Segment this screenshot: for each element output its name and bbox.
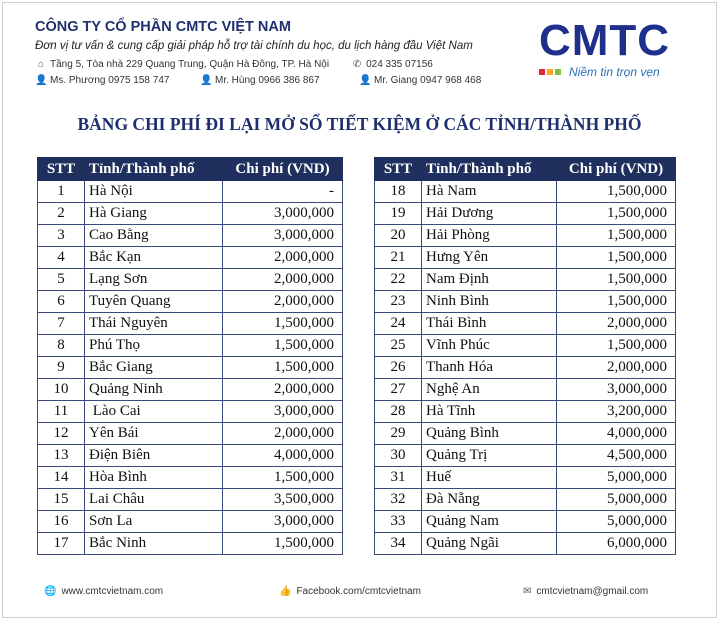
- fee-table-right-body: [375, 181, 676, 555]
- table-row: [38, 445, 343, 467]
- province-cell: Quảng Nam: [422, 511, 557, 533]
- province-cell: Lào Cai: [85, 401, 223, 423]
- province-cell: Đà Nẵng: [422, 489, 557, 511]
- phone-icon: ✆: [352, 59, 362, 70]
- logo-text: CMTC: [539, 16, 671, 65]
- address-text: Tầng 5, Tòa nhà 229 Quang Trung, Quận Hà Đông, TP. Hà Nội: [50, 59, 330, 70]
- person-icon: 👤: [359, 75, 372, 86]
- cost-cell: 1,500,000: [557, 181, 676, 203]
- table-row: [38, 291, 343, 313]
- province-cell: Hà Tĩnh: [422, 401, 557, 423]
- address-row: [35, 59, 433, 70]
- table-row: [375, 335, 676, 357]
- province-cell: Hà Nam: [422, 181, 557, 203]
- contact-2: Mr. Hùng 0966 386 867: [215, 75, 320, 86]
- table-row: [38, 401, 343, 423]
- table-row: [375, 313, 676, 335]
- fee-table-left-body: [38, 181, 343, 555]
- province-cell: Bắc Giang: [85, 357, 223, 379]
- cost-cell: 1,500,000: [557, 247, 676, 269]
- table-row: [38, 533, 343, 555]
- table-row: [38, 225, 343, 247]
- table-row: [38, 423, 343, 445]
- province-cell: Quảng Ninh: [85, 379, 223, 401]
- table-row: [375, 489, 676, 511]
- province-cell: Hải Phòng: [422, 225, 557, 247]
- cmtc-logo: [539, 16, 689, 82]
- cost-cell: -: [223, 181, 343, 203]
- cost-cell: 1,500,000: [223, 357, 343, 379]
- table-row: [375, 423, 676, 445]
- table-row: [38, 313, 343, 335]
- thumbs-up-icon: 👍: [279, 586, 292, 597]
- table-row: [38, 247, 343, 269]
- stt-cell: 11: [38, 401, 85, 423]
- cost-cell: 4,500,000: [557, 445, 676, 467]
- stt-cell: 33: [375, 511, 422, 533]
- province-cell: Hưng Yên: [422, 247, 557, 269]
- table-row: [38, 489, 343, 511]
- cost-cell: 2,000,000: [223, 423, 343, 445]
- cost-cell: 2,000,000: [557, 313, 676, 335]
- cost-cell: 4,000,000: [223, 445, 343, 467]
- stt-cell: 17: [38, 533, 85, 555]
- cost-cell: 3,000,000: [223, 203, 343, 225]
- province-cell: Huế: [422, 467, 557, 489]
- cost-cell: 5,000,000: [557, 511, 676, 533]
- stt-cell: 8: [38, 335, 85, 357]
- province-cell: Nghệ An: [422, 379, 557, 401]
- table-row: [375, 181, 676, 203]
- table-row: [38, 467, 343, 489]
- company-tagline: Đơn vị tư vấn & cung cấp giải pháp hỗ trợ tài chính du học, du lịch hàng đầu Việt Nam: [35, 40, 473, 52]
- logo-square-orange: [547, 69, 553, 75]
- email-link[interactable]: cmtcvietnam@gmail.com: [536, 586, 649, 597]
- province-cell: Hải Dương: [422, 203, 557, 225]
- stt-cell: 18: [375, 181, 422, 203]
- company-name: CÔNG TY CỔ PHẦN CMTC VIỆT NAM: [35, 19, 291, 35]
- header-stt: STT: [38, 158, 85, 181]
- logo-square-red: [539, 69, 545, 75]
- header-cost: Chi phí (VND): [557, 158, 676, 181]
- cost-cell: 4,000,000: [557, 423, 676, 445]
- stt-cell: 30: [375, 445, 422, 467]
- province-cell: Bắc Kạn: [85, 247, 223, 269]
- table-row: [38, 335, 343, 357]
- province-cell: Thanh Hóa: [422, 357, 557, 379]
- header-province: Tỉnh/Thành phố: [85, 158, 223, 181]
- stt-cell: 21: [375, 247, 422, 269]
- cost-cell: 1,500,000: [223, 467, 343, 489]
- table-row: [375, 247, 676, 269]
- stt-cell: 15: [38, 489, 85, 511]
- footer-facebook[interactable]: [279, 586, 421, 597]
- table-row: [38, 379, 343, 401]
- province-cell: Quảng Bình: [422, 423, 557, 445]
- table-row: [375, 203, 676, 225]
- province-cell: Lai Châu: [85, 489, 223, 511]
- stt-cell: 29: [375, 423, 422, 445]
- contacts-row: [35, 75, 481, 86]
- stt-cell: 9: [38, 357, 85, 379]
- table-row: [375, 401, 676, 423]
- province-cell: Hà Nội: [85, 181, 223, 203]
- province-cell: Lạng Sơn: [85, 269, 223, 291]
- province-cell: Điện Biên: [85, 445, 223, 467]
- website-link[interactable]: www.cmtcvietnam.com: [61, 586, 164, 597]
- table-row: [38, 181, 343, 203]
- cost-cell: 1,500,000: [557, 225, 676, 247]
- contact-3: Mr. Giang 0947 968 468: [374, 75, 482, 86]
- province-cell: Tuyên Quang: [85, 291, 223, 313]
- cost-cell: 3,000,000: [557, 379, 676, 401]
- table-row: [375, 379, 676, 401]
- facebook-link[interactable]: Facebook.com/cmtcvietnam: [296, 586, 421, 597]
- stt-cell: 1: [38, 181, 85, 203]
- stt-cell: 23: [375, 291, 422, 313]
- contact-1: Ms. Phương 0975 158 747: [50, 75, 170, 86]
- table-row: [375, 467, 676, 489]
- stt-cell: 19: [375, 203, 422, 225]
- province-cell: Cao Bằng: [85, 225, 223, 247]
- stt-cell: 22: [375, 269, 422, 291]
- province-cell: Yên Bái: [85, 423, 223, 445]
- header-stt: STT: [375, 158, 422, 181]
- table-row: [38, 511, 343, 533]
- province-cell: Thái Nguyên: [85, 313, 223, 335]
- globe-icon: 🌐: [44, 586, 57, 597]
- table-row: [375, 291, 676, 313]
- footer-email[interactable]: [523, 586, 648, 597]
- cost-cell: 2,000,000: [223, 291, 343, 313]
- home-icon: ⌂: [37, 59, 45, 70]
- table-row: [375, 445, 676, 467]
- province-cell: Quảng Ngãi: [422, 533, 557, 555]
- logo-slogan: Niềm tin trọn vẹn: [569, 65, 660, 79]
- fee-table-right: [374, 157, 676, 555]
- table-row: [38, 357, 343, 379]
- cost-cell: 5,000,000: [557, 467, 676, 489]
- stt-cell: 32: [375, 489, 422, 511]
- province-cell: Phú Thọ: [85, 335, 223, 357]
- cost-cell: 1,500,000: [557, 203, 676, 225]
- table-row: [38, 203, 343, 225]
- cost-cell: 3,500,000: [223, 489, 343, 511]
- stt-cell: 25: [375, 335, 422, 357]
- cost-cell: 1,500,000: [223, 335, 343, 357]
- cost-cell: 1,500,000: [557, 335, 676, 357]
- table-row: [375, 511, 676, 533]
- table-row: [375, 533, 676, 555]
- cost-cell: 1,500,000: [223, 313, 343, 335]
- stt-cell: 10: [38, 379, 85, 401]
- stt-cell: 6: [38, 291, 85, 313]
- cost-cell: 2,000,000: [223, 247, 343, 269]
- stt-cell: 20: [375, 225, 422, 247]
- table-row: [38, 269, 343, 291]
- stt-cell: 3: [38, 225, 85, 247]
- stt-cell: 14: [38, 467, 85, 489]
- cost-cell: 5,000,000: [557, 489, 676, 511]
- province-cell: Sơn La: [85, 511, 223, 533]
- province-cell: Quảng Trị: [422, 445, 557, 467]
- footer-website[interactable]: [44, 586, 163, 597]
- stt-cell: 34: [375, 533, 422, 555]
- cost-cell: 1,500,000: [557, 269, 676, 291]
- province-cell: Ninh Bình: [422, 291, 557, 313]
- cost-cell: 3,200,000: [557, 401, 676, 423]
- stt-cell: 31: [375, 467, 422, 489]
- stt-cell: 24: [375, 313, 422, 335]
- stt-cell: 16: [38, 511, 85, 533]
- cost-cell: 2,000,000: [557, 357, 676, 379]
- stt-cell: 2: [38, 203, 85, 225]
- stt-cell: 7: [38, 313, 85, 335]
- cost-cell: 6,000,000: [557, 533, 676, 555]
- header-province: Tỉnh/Thành phố: [422, 158, 557, 181]
- stt-cell: 4: [38, 247, 85, 269]
- stt-cell: 27: [375, 379, 422, 401]
- table-row: [375, 225, 676, 247]
- cost-cell: 1,500,000: [557, 291, 676, 313]
- province-cell: Nam Định: [422, 269, 557, 291]
- cost-cell: 3,000,000: [223, 225, 343, 247]
- province-cell: Bắc Ninh: [85, 533, 223, 555]
- table-row: [375, 357, 676, 379]
- province-cell: Hòa Bình: [85, 467, 223, 489]
- cost-cell: 1,500,000: [223, 533, 343, 555]
- province-cell: Hà Giang: [85, 203, 223, 225]
- stt-cell: 12: [38, 423, 85, 445]
- province-cell: Vĩnh Phúc: [422, 335, 557, 357]
- stt-cell: 28: [375, 401, 422, 423]
- fee-table-left: [37, 157, 343, 555]
- cost-cell: 3,000,000: [223, 511, 343, 533]
- logo-square-green: [555, 69, 561, 75]
- stt-cell: 13: [38, 445, 85, 467]
- person-icon: 👤: [35, 75, 48, 86]
- person-icon: 👤: [200, 75, 213, 86]
- cost-cell: 2,000,000: [223, 379, 343, 401]
- phone-text: 024 335 07156: [366, 59, 433, 70]
- table-row: [375, 269, 676, 291]
- page-title: BẢNG CHI PHÍ ĐI LẠI MỞ SỔ TIẾT KIỆM Ở CÁC TỈNH/THÀNH PHỐ: [77, 114, 642, 134]
- province-cell: Thái Bình: [422, 313, 557, 335]
- stt-cell: 5: [38, 269, 85, 291]
- mail-icon: ✉: [523, 586, 532, 597]
- header-cost: Chi phí (VND): [223, 158, 343, 181]
- cost-cell: 2,000,000: [223, 269, 343, 291]
- stt-cell: 26: [375, 357, 422, 379]
- cost-cell: 3,000,000: [223, 401, 343, 423]
